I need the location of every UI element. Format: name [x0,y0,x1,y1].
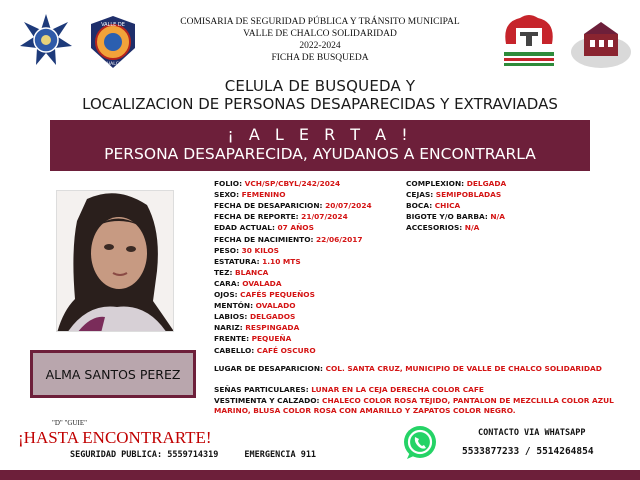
detail-label: NARIZ: [214,323,246,333]
detail-field [406,190,501,200]
header-line-period: 2022-2024 [299,41,341,51]
detail-field [214,190,286,200]
detail-field [406,212,505,222]
person-name-box [30,350,196,398]
detail-label: EDAD ACTUAL: [214,223,278,233]
detail-label: ACCESORIOS: [406,223,465,233]
building-logo-icon [570,14,632,70]
badge-top-text: VALLE DE [101,22,125,28]
missing-person-photo [56,190,174,332]
lugar-value: COL. SANTA CRUZ, MUNICIPIO DE VALLE DE CHALCO SOLIDARIDAD [325,364,602,373]
detail-label: TEZ: [214,267,235,277]
detail-label: FECHA DE NACIMIENTO: [214,234,317,244]
detail-field [214,279,282,289]
detail-field [214,301,296,311]
detail-value: 07 AÑOS [277,223,314,233]
detail-label: FOLIO: [214,179,245,188]
detail-value: PEQUEÑA [251,334,292,344]
detail-value: 1.10 MTS [262,256,301,266]
detail-label: OJOS: [214,290,241,299]
detail-value: CAFÉ OSCURO [256,345,316,355]
hasta-encontrarte: ¡HASTA ENCONTRARTE! [18,428,212,447]
person-name: ALMA SANTOS PEREZ [33,353,193,395]
header-line-municipality: VALLE DE CHALCO SOLIDARIDAD [243,29,397,39]
detail-field [214,268,268,278]
detail-field [214,346,316,356]
detail-label: BIGOTE Y/O BARBA: [406,212,491,222]
badge-bottom-text: CHALCO [103,62,123,67]
alert-heading: ¡ A L E R T A ! [227,125,413,144]
whatsapp-contact-title: CONTACTO VIA WHATSAPP [478,428,586,438]
valle-de-chalco-badge-icon [86,14,140,70]
detail-label: BOCA: [406,201,435,211]
header-line-doc-type: FICHA DE BUSQUEDA [271,53,369,63]
senas-value: LUNAR EN LA CEJA DERECHA COLOR CAFE [311,385,484,394]
detail-value: DELGADA [466,179,507,188]
whatsapp-numbers: 5533877233 / 5514264854 [462,446,594,457]
seguridad-publica-phone: SEGURIDAD PUBLICA: 5559714319 [70,450,219,460]
lugar-field [214,364,604,374]
detail-label: CARA: [214,278,243,288]
title-line-2: LOCALIZACION DE PERSONAS DESAPARECIDAS Y EXTRAVIADAS [82,95,558,113]
bottom-bar [0,470,640,480]
detail-label: CEJAS: [406,190,436,200]
detail-value: VCH/SP/CBYL/242/2024 [244,179,341,188]
detail-value: N/A [490,212,505,222]
detail-value: 30 KILOS [241,245,279,255]
detail-value: 22/06/2017 [316,234,363,244]
detail-value: OVALADO [255,301,296,311]
detail-field [214,235,363,245]
lugar-label: LUGAR DE DESAPARICION: [214,364,326,373]
detail-label: COMPLEXION: [406,179,467,188]
detail-value: 21/07/2024 [301,212,348,222]
detail-field [214,179,340,189]
detail-label: MENTÓN: [214,301,256,311]
detail-value: BLANCA [234,267,269,277]
header-line-agency: COMISARIA DE SEGURIDAD PÚBLICA Y TRÁNSITO MUNICIPAL [180,17,460,27]
municipal-logo-icon [498,10,560,72]
detail-field [214,212,348,222]
detail-value: CHICA [434,201,461,211]
detail-field [214,312,295,322]
detail-label: FECHA DE REPORTE: [214,212,302,222]
detail-label: ESTATURA: [214,256,263,266]
senas-field [214,385,484,395]
detail-field [214,290,315,300]
detail-field [406,201,460,211]
detail-value: N/A [464,223,480,233]
detail-label: FECHA DE DESAPARICION: [214,201,326,211]
detail-value: DELGADOS [249,312,296,322]
detail-label: PESO: [214,245,242,255]
detail-label: SEXO: [214,190,242,200]
whatsapp-icon [402,425,438,461]
detail-field [214,246,279,256]
detail-field [406,179,506,189]
detail-value: CAFÉS PEQUEÑOS [240,290,315,299]
detail-field [214,323,299,333]
police-star-shield-icon [18,12,74,68]
detail-label: FRENTE: [214,334,252,344]
footer-small-text: "D" "GUIE" [52,419,87,427]
detail-field [406,223,479,233]
alert-subheading: PERSONA DESAPARECIDA, AYUDANOS A ENCONTRARLA [104,145,536,163]
detail-field [214,201,372,211]
senas-label: SEÑAS PARTICULARES: [214,385,312,394]
detail-value: SEMIPOBLADAS [435,190,502,200]
detail-label: LABIOS: [214,312,250,322]
alert-banner [50,120,590,171]
detail-value: RESPINGADA [245,323,300,333]
title-line-1: CELULA DE BUSQUEDA Y [224,77,416,95]
detail-value: OVALADA [242,278,282,288]
detail-label: CABELLO: [214,345,257,355]
vestimenta-field [214,396,614,416]
footer-phones [70,450,342,460]
vestimenta-label: VESTIMENTA Y CALZADO: [214,396,323,405]
detail-field [214,257,301,267]
detail-value: 20/07/2024 [325,201,372,211]
detail-value: FEMENINO [241,190,286,200]
emergencia-phone: EMERGENCIA 911 [244,450,317,460]
detail-field [214,334,291,344]
detail-field [214,223,314,233]
vestimenta-value: CHALECO COLOR ROSA TEJIDO, PANTALON DE MEZCLILLA COLOR AZUL MARINO, BLUSA COLOR ROSA CON AMARILLO Y ZAPATOS COLOR NEGRO. [214,396,614,415]
header-block [150,16,490,64]
